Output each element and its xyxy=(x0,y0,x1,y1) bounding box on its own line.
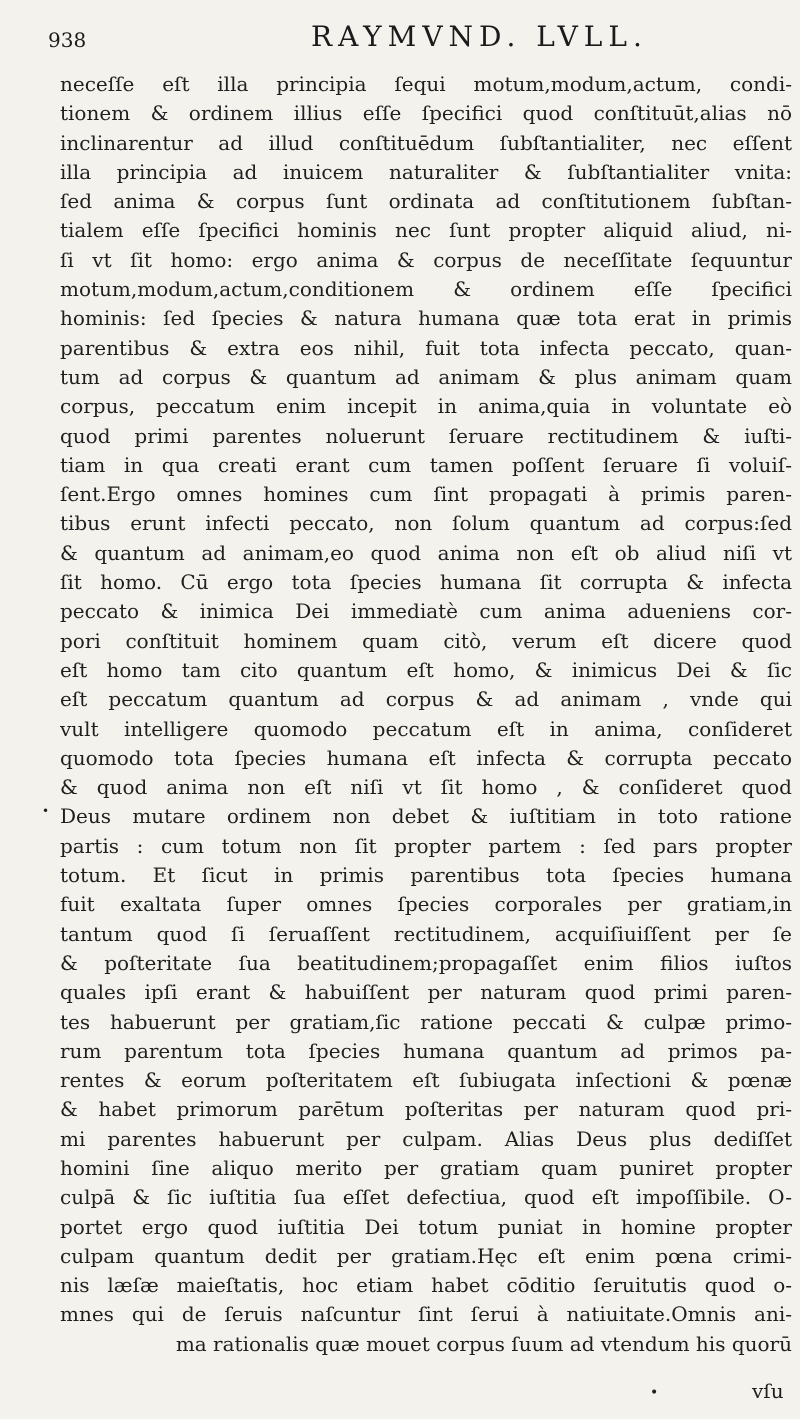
text-line: rum parentum tota ſpecies humana quantum ad primos pa- xyxy=(60,1038,792,1063)
text-line: rentes & eorum poſteritatem eſt ſubiugata inſectioni & pœnæ xyxy=(60,1068,792,1093)
text-line: quod primi parentes noluerunt ſeruare rectitudinem & iuſti- xyxy=(60,423,792,448)
text-line: neceſſe eſt illa principia ſequi motum,modum,actum, condi- xyxy=(60,72,792,96)
text-line: culpam quantum dedit per gratiam.Hęc eſt enim pœna crimi- xyxy=(60,1243,792,1268)
text-line: quomodo tota ſpecies humana eſt infecta & corrupta peccato xyxy=(60,745,792,770)
text-line: tantum quod ſi ſeruaſſent rectitudinem, acquiſiuiſſent per ſe xyxy=(60,921,792,946)
text-line: hominis: ſed ſpecies & natura humana quæ tota erat in primis xyxy=(60,306,792,331)
text-line: quales ipſi erant & habuiſſent per naturam quod primi paren- xyxy=(60,980,792,1005)
text-line: motum,modum,actum,conditionem & ordinem eſſe ſpecifici xyxy=(60,277,792,302)
text-line: inclinarentur ad illud conſtituēdum ſubſtantialiter, nec eſſent xyxy=(60,130,792,155)
text-line: pori conſtituit hominem quam citò, verum eſt dicere quod xyxy=(60,628,792,653)
text-line: & habet primorum parētum poſteritas per naturam quod pri- xyxy=(60,1097,792,1122)
catchword: vſu xyxy=(752,1379,784,1403)
text-line: tionem & ordinem illius eſſe ſpecifici quod conſtituūt,alias nō xyxy=(60,101,792,126)
text-line: culpā & ſic iuſtitia ſua eſſet defectiua, quod eſt impoſſibile. O- xyxy=(60,1185,792,1210)
text-line: parentibus & extra eos nihil, fuit tota infecta peccato, quan- xyxy=(60,335,792,360)
text-line: tialem eſſe ſpecifici hominis nec ſunt propter aliquid aliud, ni- xyxy=(60,218,792,243)
text-line: ſit homo. Cū ergo tota ſpecies humana ſit corrupta & infecta xyxy=(60,570,792,595)
text-line: corpus, peccatum enim incepit in anima,quia in voluntate eò xyxy=(60,394,792,419)
text-line: ma rationalis quæ mouet corpus ſuum ad vtendum his quorū xyxy=(175,1331,792,1356)
page-number: 938 xyxy=(48,28,87,52)
text-line: ſi vt ſit homo: ergo anima & corpus de neceſſitate ſequuntur xyxy=(60,247,792,272)
text-line: mi parentes habuerunt per culpam. Alias Deus plus dediſſet xyxy=(60,1126,792,1151)
text-line: tes habuerunt per gratiam,ſic ratione peccati & culpæ primo- xyxy=(60,1009,792,1034)
text-line: partis : cum totum non ſit propter partem : ſed pars propter xyxy=(60,833,792,858)
text-line: vult intelligere quomodo peccatum eſt in anima, conſideret xyxy=(60,716,792,741)
text-line: eſt peccatum quantum ad corpus & ad animam , vnde qui xyxy=(60,687,792,712)
text-line: mnes qui de ſeruis naſcuntur ſint ſerui à natiuitate.Omnis ani- xyxy=(60,1302,792,1327)
page-header xyxy=(48,14,778,64)
text-line: nis læſæ maieſtatis, hoc etiam habet cōditio ſeruitutis quod o- xyxy=(60,1273,792,1298)
text-line: homini ſine aliquo merito per gratiam quam puniret propter xyxy=(60,1155,792,1180)
text-line: eſt homo tam cito quantum eſt homo, & inimicus Dei & ſic xyxy=(60,657,792,682)
signature-mark: • xyxy=(650,1385,659,1401)
text-line: illa principia ad inuicem naturaliter & ſubſtantialiter vnita: xyxy=(60,159,792,184)
text-line: tibus erunt infecti peccato, non ſolum quantum ad corpus:ſed xyxy=(60,511,792,536)
text-line: ſent.Ergo omnes homines cum ſint propagati à primis paren- xyxy=(60,482,792,507)
text-line: peccato & inimica Dei immediatè cum anima adueniens cor- xyxy=(60,599,792,624)
text-line: & quantum ad animam,eo quod anima non eſt ob aliud niſi vt xyxy=(60,540,792,565)
text-line: ſed anima & corpus ſunt ordinata ad conſtitutionem ſubſtan- xyxy=(60,189,792,214)
text-line: portet ergo quod iuſtitia Dei totum puniat in homine propter xyxy=(60,1214,792,1239)
body-text xyxy=(60,70,792,1359)
running-head: RAYMVND. LVLL. xyxy=(311,20,648,53)
text-line: tum ad corpus & quantum ad animam & plus animam quam xyxy=(60,364,792,389)
text-line: & poſteritate ſua beatitudinem;propagaſſet enim filios iuſtos xyxy=(60,950,792,975)
text-line: fuit exaltata ſuper omnes ſpecies corporales per gratiam,in xyxy=(60,892,792,917)
text-line: tiam in qua creati erant cum tamen poſſent ſeruare ſi voluiſ- xyxy=(60,452,792,477)
text-line: totum. Et ſicut in primis parentibus tota ſpecies humana xyxy=(60,863,792,888)
text-line: Deus mutare ordinem non debet & iuſtitiam in toto ratione xyxy=(60,804,792,829)
margin-mark: • xyxy=(42,804,50,818)
text-line: & quod anima non eſt niſi vt ſit homo , & conſideret quod xyxy=(60,775,792,800)
